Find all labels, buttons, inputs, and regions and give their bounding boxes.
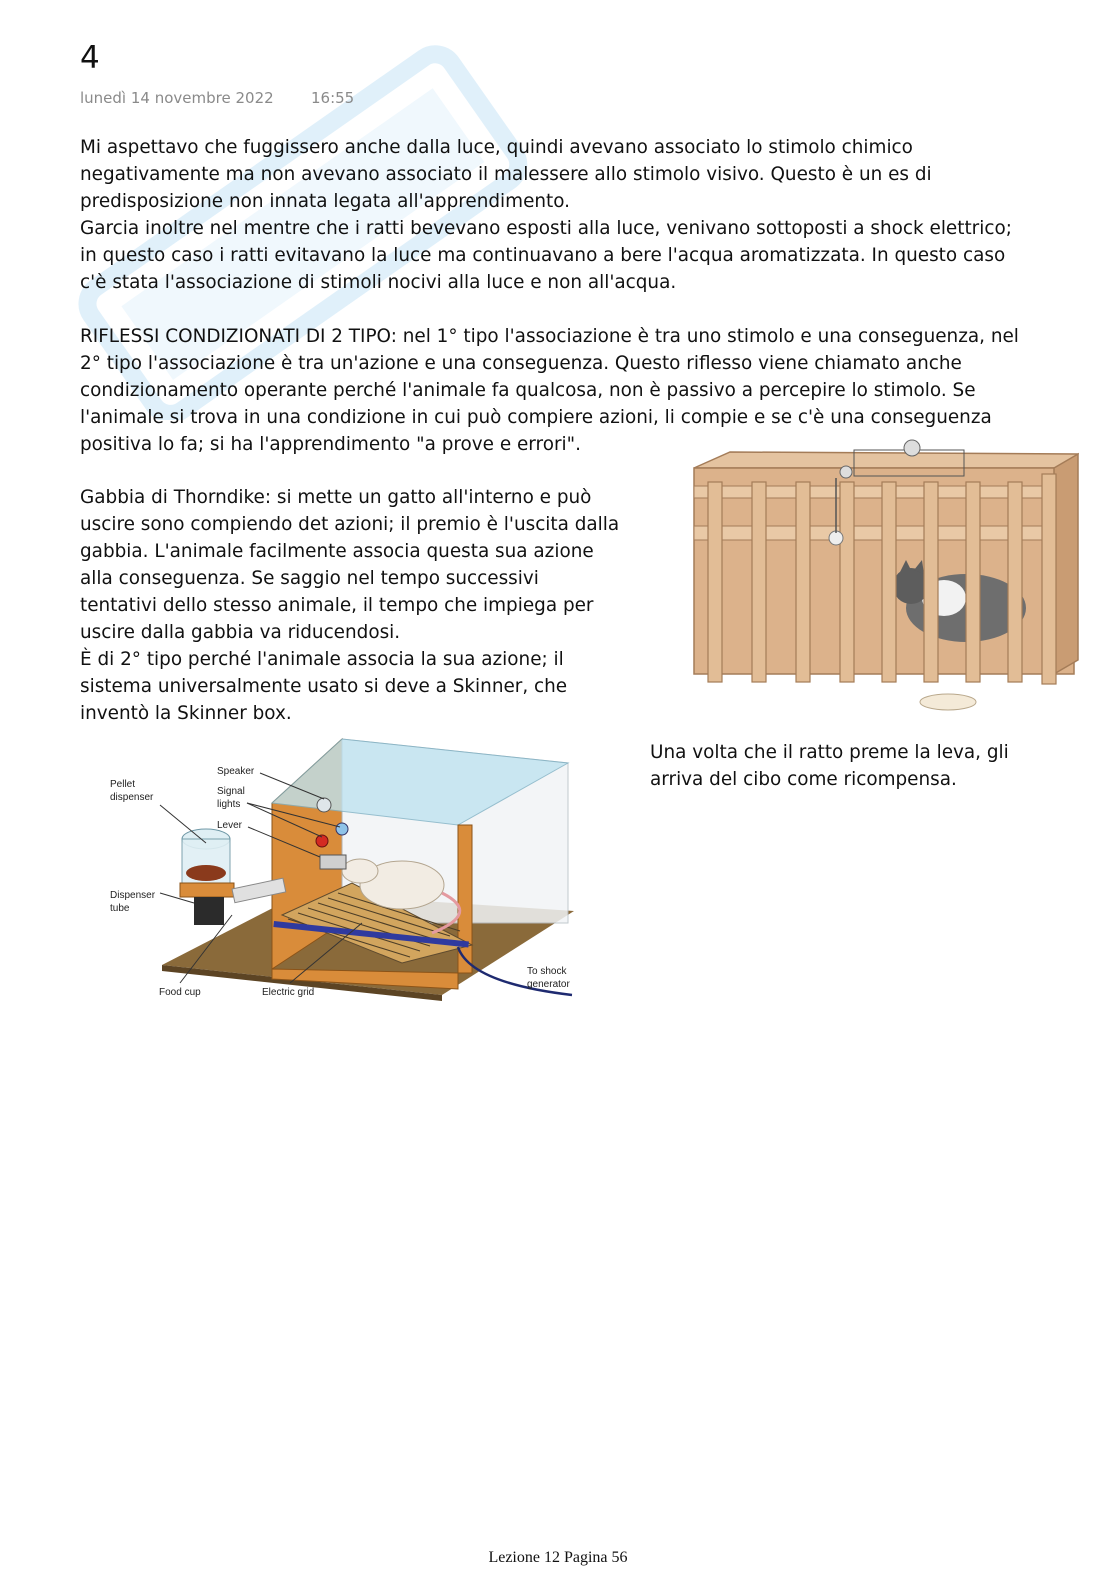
label-dispenser-tube: Dispenser — [110, 890, 156, 901]
paragraph-garcia — [80, 134, 1090, 296]
label-speaker: Speaker — [217, 766, 255, 777]
text-line: negativamente ma non avevano associato il malessere allo stimolo visivo. Questo è un es di — [80, 164, 932, 185]
text-line: uscire sono compiendo det azioni; il premio è l'uscita dalla — [80, 514, 620, 535]
page-title: 4 — [80, 40, 100, 76]
text-line: condizionamento operante perché l'animale fa qualcosa, non è passivo a percepire lo stimolo. Se — [80, 380, 976, 401]
text-line: predisposizione non innata legata all'apprendimento. — [80, 191, 571, 212]
label-electric-grid: Electric grid — [262, 987, 315, 998]
label-tube: tube — [110, 903, 130, 914]
label-lights: lights — [217, 799, 241, 810]
page-footer: Lezione 12 Pagina 56 — [488, 1549, 628, 1566]
label-food-cup: Food cup — [159, 987, 201, 998]
text-line: sistema universalmente usato si deve a Skinner, che — [80, 676, 568, 697]
text-line: 2° tipo l'associazione è tra un'azione e una conseguenza. Questo riflesso viene chiamato anche — [80, 353, 962, 374]
text-line: inventò la Skinner box. — [80, 703, 292, 724]
text-line: È di 2° tipo perché l'animale associa la sua azione; il — [80, 649, 564, 670]
text-line: Una volta che il ratto preme la leva, gli — [650, 742, 1009, 763]
text-line: Garcia inoltre nel mentre che i ratti bevevano esposti alla luce, venivano sottoposti a shock elettrico; — [80, 218, 1012, 239]
skinner-box-illustration — [102, 733, 576, 1003]
label-pellet: Pellet — [110, 779, 136, 790]
label-generator: generator — [527, 979, 570, 990]
label-to-shock: To shock — [527, 966, 567, 977]
paragraph-thorndike — [80, 484, 670, 727]
thorndike-box-illustration — [686, 438, 1081, 720]
label-signal: Signal — [217, 786, 245, 797]
text-line: uscire dalla gabbia va riducendosi. — [80, 622, 401, 643]
label-dispenser: dispenser — [110, 792, 154, 803]
text-line: arriva del cibo come ricompensa. — [650, 769, 957, 790]
text-line: Gabbia di Thorndike: si mette un gatto all'interno e può — [80, 487, 592, 508]
text-line: positiva lo fa; si ha l'apprendimento "a prove e errori". — [80, 434, 581, 455]
text-line: tentativi dello stesso animale, il tempo che impiega per — [80, 595, 594, 616]
text-line: RIFLESSI CONDIZIONATI DI 2 TIPO: nel 1° tipo l'associazione è tra uno stimolo e una conseguenza, nel — [80, 326, 1019, 347]
text-line: Mi aspettavo che fuggissero anche dalla luce, quindi avevano associato lo stimolo chimico — [80, 137, 913, 158]
paragraph-ricompensa — [650, 739, 1070, 793]
label-lever: Lever — [217, 820, 243, 831]
text-line: l'animale si trova in una condizione in cui può compiere azioni, li compie e se c'è una conseguenza — [80, 407, 992, 428]
text-line: in questo caso i ratti evitavano la luce ma continuavano a bere l'acqua aromatizzata. In questo caso — [80, 245, 1006, 266]
text-line: c'è stata l'associazione di stimoli nocivi alla luce e non all'acqua. — [80, 272, 677, 293]
note-time: 16:55 — [311, 89, 355, 107]
note-date: lunedì 14 novembre 2022 — [80, 89, 274, 107]
text-line: alla conseguenza. Se saggio nel tempo successivi — [80, 568, 539, 589]
text-line: gabbia. L'animale facilmente associa questa sua azione — [80, 541, 594, 562]
